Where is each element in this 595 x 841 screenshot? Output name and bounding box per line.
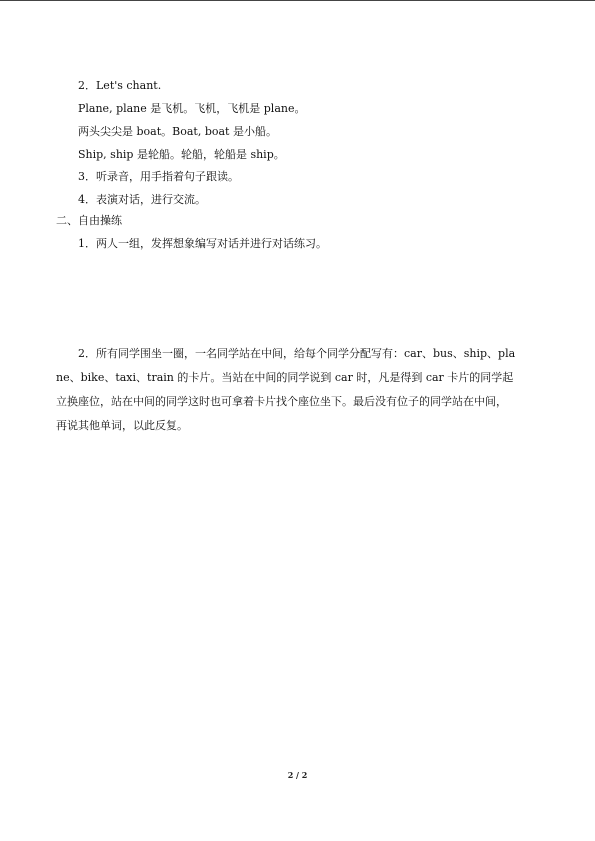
- practice-item-pair-dialogue: 1．两人一组，发挥想象编写对话并进行对话练习。: [78, 237, 327, 250]
- page-number: 2 / 2: [287, 770, 308, 780]
- chant-heading: 2．Let's chant.: [78, 79, 162, 92]
- chant-line-ship: Ship, ship 是轮船。轮船，轮船是 ship。: [78, 148, 285, 161]
- practice-item-card-game: 2．所有同学围坐一圈，一名同学站在中间，给每个同学分配写有：car、bus、ship、plane、bike、taxi、train 的卡片。当站在中间的同学说到 car 时，凡是得到 car 卡片的同学起立换座位，站在中间的同学这时也可拿着卡片找个座位坐下。最后没有位子的同学站在中间，再说其他单词，以此反复。: [56, 347, 516, 432]
- chant-line-boat: 两头尖尖是 boat。Boat, boat 是小船。: [78, 125, 277, 138]
- step-listen-recording: 3．听录音，用手指着句子跟读。: [78, 170, 239, 183]
- step-perform-dialogue: 4．表演对话，进行交流。: [78, 193, 206, 206]
- section-heading-free-practice: 二、自由操练: [56, 214, 122, 227]
- chant-line-plane: Plane, plane 是飞机。飞机，飞机是 plane。: [78, 102, 306, 115]
- top-border-line: [0, 0, 595, 1]
